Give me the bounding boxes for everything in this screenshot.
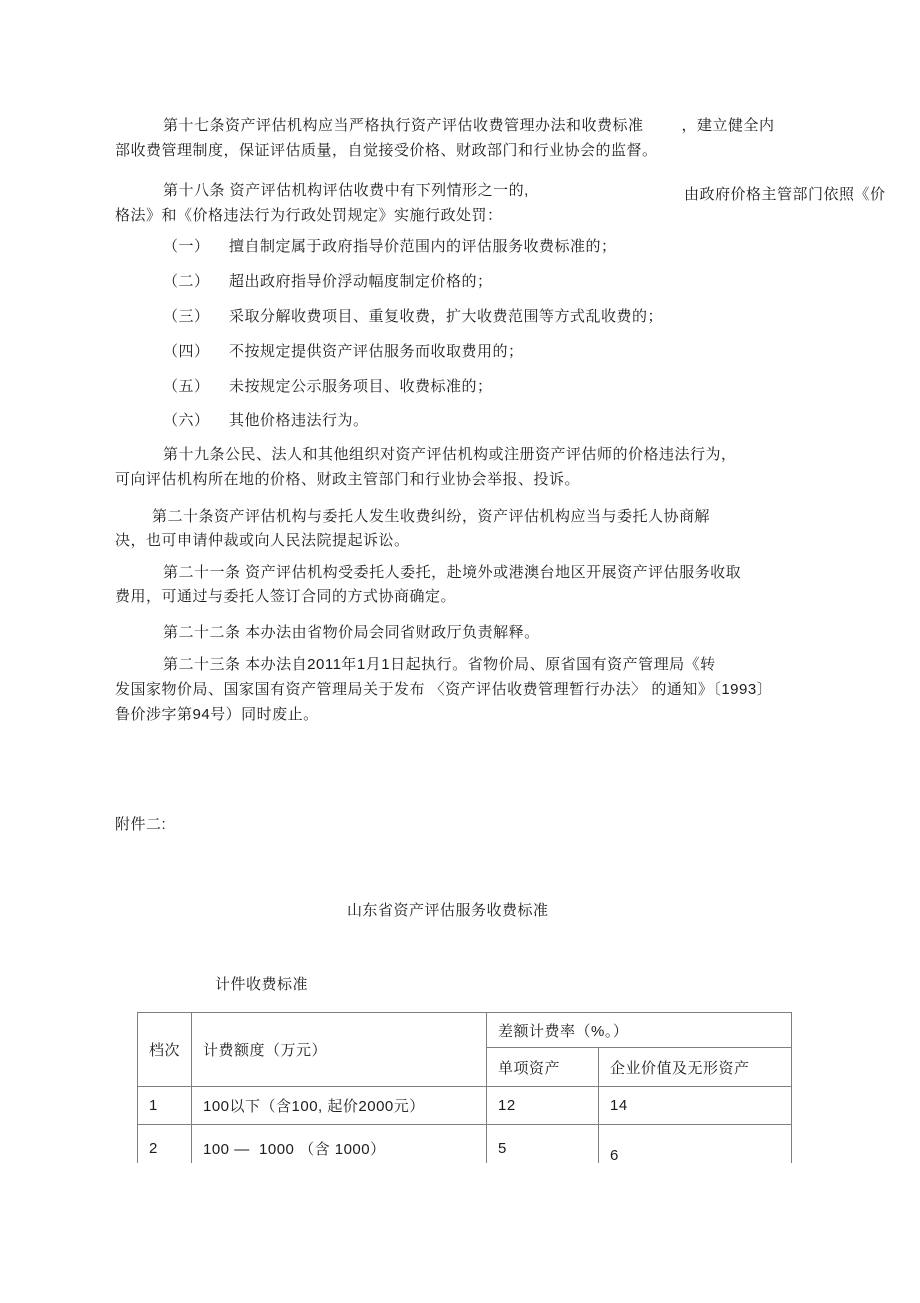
header-cell-level: 档次	[138, 1013, 192, 1087]
paragraph-article-20-line-2: 决，也可申请仲裁或向人民法院提起诉讼。	[115, 532, 410, 549]
paragraph-article-18-line-1-right: 由政府价格主管部门依照《价	[684, 186, 886, 203]
paragraph-article-23-line-2: 发国家物价局、国家国有资产管理局关于发布 〈资产评估收费管理暂行办法〉 的通知》〔1993〕	[115, 681, 773, 698]
paragraph-article-21-line-1: 第二十一条 资产评估机构受委托人委托，赴境外或港澳台地区开展资产评估服务收取	[163, 564, 742, 581]
list-item-number: （一）	[163, 238, 210, 255]
paragraph-article-19-line-2: 可向评估机构所在地的价格、财政主管部门和行业协会举报、投诉。	[115, 471, 581, 488]
paragraph-article-18-line-2: 格法》和《价格违法行为行政处罚规定》实施行政处罚：	[115, 207, 503, 224]
list-item-4	[163, 342, 524, 362]
header-cell-single-asset: 单项资产	[487, 1048, 599, 1087]
header-cell-amount: 计费额度（万元）	[192, 1013, 487, 1087]
attachment-title: 山东省资产评估服务收费标准	[347, 902, 549, 919]
cell-row1-range: 100以下（含100, 起价2000元）	[192, 1087, 487, 1125]
list-item-number: （五）	[163, 378, 210, 395]
list-item-2	[163, 272, 493, 292]
fee-table-clip	[137, 1012, 793, 1163]
list-item-text: 不按规定提供资产评估服务而收取费用的；	[229, 343, 524, 360]
cell-row2-single: 5	[487, 1125, 599, 1164]
cell-row2-enterprise: 6	[599, 1125, 792, 1164]
paragraph-article-17-line-2: 部收费管理制度，保证评估质量，自觉接受价格、财政部门和行业协会的监督。	[115, 142, 658, 159]
table-row-2	[138, 1125, 792, 1164]
table-header-row-1	[138, 1013, 792, 1048]
cell-row1-no: 1	[138, 1087, 192, 1125]
table-row-1	[138, 1087, 792, 1125]
list-item-text: 超出政府指导价浮动幅度制定价格的；	[229, 273, 493, 290]
paragraph-article-19-line-1: 第十九条公民、法人和其他组织对资产评估机构或注册资产评估师的价格违法行为，	[163, 446, 737, 463]
list-item-text: 采取分解收费项目、重复收费，扩大收费范围等方式乱收费的；	[229, 308, 664, 325]
header-cell-rate-group: 差额计费率（%。）	[487, 1013, 792, 1048]
list-item-number: （六）	[163, 412, 210, 429]
list-item-text: 其他价格违法行为。	[229, 412, 369, 429]
list-item-number: （三）	[163, 308, 210, 325]
cell-row2-range: 100 — 1000 （含 1000）	[192, 1125, 487, 1164]
cell-row2-no: 2	[138, 1125, 192, 1164]
list-item-6	[163, 411, 369, 431]
list-item-1	[163, 237, 617, 257]
list-item-5	[163, 377, 493, 397]
paragraph-article-17-line-1	[163, 116, 775, 136]
list-item-3	[163, 307, 663, 327]
attachment-subtitle: 计件收费标准	[215, 976, 309, 993]
paragraph-article-22: 第二十二条 本办法由省物价局会同省财政厅负责解释。	[163, 624, 540, 641]
fee-standard-table	[137, 1012, 792, 1163]
article-17-text-b: ，建立健全内	[681, 117, 775, 134]
paragraph-article-23-line-3: 鲁价涉字第94号）同时废止。	[115, 706, 319, 723]
list-item-text: 擅自制定属于政府指导价范围内的评估服务收费标准的；	[229, 238, 617, 255]
paragraph-article-20-line-1: 第二十条资产评估机构与委托人发生收费纠纷，资产评估机构应当与委托人协商解	[152, 508, 711, 525]
paragraph-article-18-line-1: 第十八条 资产评估机构评估收费中有下列情形之一的,	[163, 182, 529, 199]
cell-row1-single: 12	[487, 1087, 599, 1125]
list-item-number: （四）	[163, 343, 210, 360]
cell-row1-enterprise: 14	[599, 1087, 792, 1125]
header-cell-enterprise-asset: 企业价值及无形资产	[599, 1048, 792, 1087]
attachment-label: 附件二:	[115, 816, 167, 833]
list-item-number: （二）	[163, 273, 210, 290]
paragraph-article-21-line-2: 费用，可通过与委托人签订合同的方式协商确定。	[115, 588, 457, 605]
list-item-text: 未按规定公示服务项目、收费标准的；	[229, 378, 493, 395]
paragraph-article-23-line-1: 第二十三条 本办法自2011年1月1日起执行。省物价局、原省国有资产管理局《转	[163, 656, 716, 673]
article-17-text-a: 第十七条资产评估机构应当严格执行资产评估收费管理办法和收费标准	[163, 117, 644, 134]
